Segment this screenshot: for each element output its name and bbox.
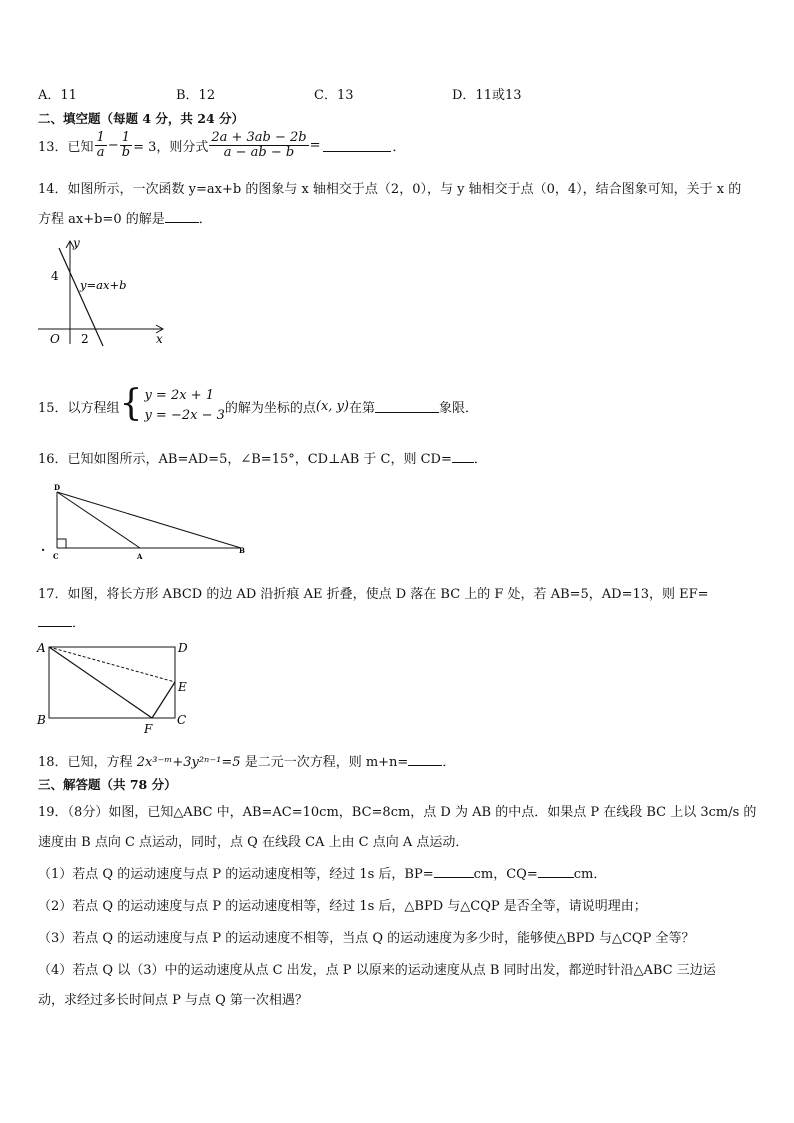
- q17-label-e: E: [178, 680, 187, 694]
- q19-line2: 速度由 B 点向 C 点运动，同时，点 Q 在线段 CA 上由 C 点向 A 点运动．: [38, 835, 469, 850]
- q14-label-2: 2: [81, 332, 89, 346]
- q16-text: 16．已知如图所示，AB=AD=5，∠B=15°，CD⊥AB 于 C，则 CD=: [38, 452, 452, 467]
- q17-line2-end: ．: [72, 616, 86, 631]
- q15-mid2: 在第: [349, 400, 376, 416]
- q13-f2-num: 1: [120, 131, 132, 146]
- q15-brace: {: [119, 383, 143, 424]
- choice-c: C．13: [314, 88, 354, 103]
- q13-f1-num: 1: [96, 130, 105, 145]
- q15-system: [144, 386, 224, 426]
- q14-label-4: 4: [51, 269, 59, 283]
- q19-line1: 19．（8分）如图，已知△ABC 中，AB=AC=10cm，BC=8cm，点 D 为 AB 的中点．如果点 P 在线段 BC 上以 3cm/s 的: [38, 805, 757, 820]
- q15-mid: 的解为坐标的点: [224, 400, 316, 416]
- q19-p1-mid: cm，CQ=: [473, 867, 538, 882]
- q16-figure: [36, 480, 256, 564]
- q17-label-c: C: [177, 713, 187, 727]
- section-3-title: 三、解答题（共 78 分）: [38, 777, 177, 792]
- choice-a: A．11: [38, 88, 77, 103]
- q17-label-a: A: [37, 641, 46, 655]
- q13-f3-den: a − ab − b: [223, 145, 295, 160]
- q15-eq2: y = −2x − 3: [144, 408, 225, 423]
- q18-mid: 是二元一次方程，则 m+n=: [244, 755, 409, 770]
- q16-answer-blank: [452, 450, 474, 463]
- q13-end: ．: [392, 140, 406, 155]
- q13-f3-num: 2a + 3ab − 2b: [211, 130, 307, 145]
- q13-eq: =: [309, 138, 321, 153]
- q16-segment-db: [57, 492, 241, 548]
- q19-p1-end: cm．: [573, 867, 607, 882]
- q14-line2-end: ．: [198, 212, 212, 227]
- q18-answer-blank: [408, 753, 442, 766]
- q17-label-f: F: [144, 722, 153, 736]
- q16-segment-da: [57, 492, 140, 548]
- q19-part3: （3）若点 Q 的运动速度与点 P 的运动速度不相等，当点 Q 的运动速度为多少时，能够使△BPD 与△CQP 全等？: [38, 931, 695, 946]
- q13-fraction-3: [209, 131, 308, 160]
- q13-fraction-2: [120, 131, 132, 160]
- q13-f2-den: b: [121, 145, 131, 160]
- q16-label-d: D: [54, 483, 61, 492]
- q18-equation: 2x³⁻ᵐ+3y²ⁿ⁻¹=5: [136, 755, 241, 770]
- q17-rectangle-abcd: [49, 647, 175, 718]
- q19-part1: [38, 863, 606, 882]
- q17-figure: [30, 636, 200, 736]
- q15-answer-blank: [375, 400, 439, 413]
- q18-prefix: 18．已知，方程: [38, 755, 133, 770]
- q19-bp-blank: [434, 865, 474, 878]
- q13-eq3: = 3，则分式: [133, 140, 209, 155]
- q17-label-d: D: [178, 641, 188, 655]
- q19-p1-prefix: （1）若点 Q 的运动速度与点 P 的运动速度相等，经过 1s 后，BP=: [38, 867, 434, 882]
- q15-eq1: y = 2x + 1: [144, 388, 214, 403]
- q19-part2: （2）若点 Q 的运动速度与点 P 的运动速度相等，经过 1s 后，△BPD 与△CQP 是否全等，请说明理由；: [38, 899, 647, 914]
- q15-end: 象限．: [439, 400, 479, 416]
- q14-origin-label: O: [50, 332, 60, 346]
- q17-segment-fe: [152, 682, 175, 718]
- q14-line2: [38, 208, 212, 227]
- q14-line2-prefix: 方程 ax+b=0 的解是: [38, 212, 165, 227]
- question-15: [38, 383, 479, 426]
- q13-fraction-1: [95, 131, 107, 160]
- q17-line2: [38, 612, 85, 631]
- q14-y-label: y: [73, 236, 80, 250]
- question-18: [38, 751, 455, 770]
- q17-fold-line-ae: [49, 647, 175, 682]
- q14-function-label: y=ax+b: [80, 278, 127, 292]
- q19-cq-blank: [538, 865, 574, 878]
- question-16: [38, 448, 487, 467]
- q13-prefix: 13．已知: [38, 140, 94, 155]
- q16-right-angle-mark: [57, 539, 66, 548]
- section-2-title: 二、填空题（每题 4 分，共 24 分）: [38, 111, 245, 126]
- q16-stray-dot: .: [41, 540, 46, 554]
- q17-segment-af: [49, 647, 152, 718]
- q16-label-b: B: [239, 546, 245, 555]
- q17-label-b: B: [37, 713, 46, 727]
- q16-end: ．: [473, 452, 487, 467]
- q19-part4-line2: 动，求经过多长时间点 P 与点 Q 第一次相遇？: [38, 993, 308, 1008]
- q17-line1: 17．如图，将长方形 ABCD 的边 AD 沿折痕 AE 折叠，使点 D 落在 BC 上的 F 处，若 AB=5，AD=13，则 EF=: [38, 587, 709, 602]
- q13-answer-blank: [323, 139, 391, 152]
- q14-x-label: x: [156, 332, 163, 346]
- q13-minus: −: [107, 138, 119, 153]
- q14-figure: [30, 234, 180, 350]
- q18-end: ．: [442, 755, 456, 770]
- q14-answer-blank: [165, 210, 199, 223]
- q15-point: (x, y): [315, 398, 349, 414]
- question-13: [38, 131, 406, 160]
- q19-part4-line1: （4）若点 Q 以（3）中的运动速度从点 C 出发，点 P 以原来的运动速度从点 B 同时出发，都逆时针沿△ABC 三边运: [38, 963, 716, 978]
- q16-label-a: A: [137, 552, 143, 561]
- q15-prefix: 15．以方程组: [38, 400, 120, 416]
- q13-f1-den: a: [96, 145, 105, 160]
- q17-answer-blank: [38, 614, 72, 627]
- choice-d: D．11或13: [452, 88, 522, 103]
- q14-line1: 14．如图所示，一次函数 y=ax+b 的图象与 x 轴相交于点（2，0），与 y 轴相交于点（0，4），结合图象可知，关于 x 的: [38, 182, 742, 197]
- q16-label-c: C: [53, 552, 59, 561]
- choice-b: B．12: [176, 88, 216, 103]
